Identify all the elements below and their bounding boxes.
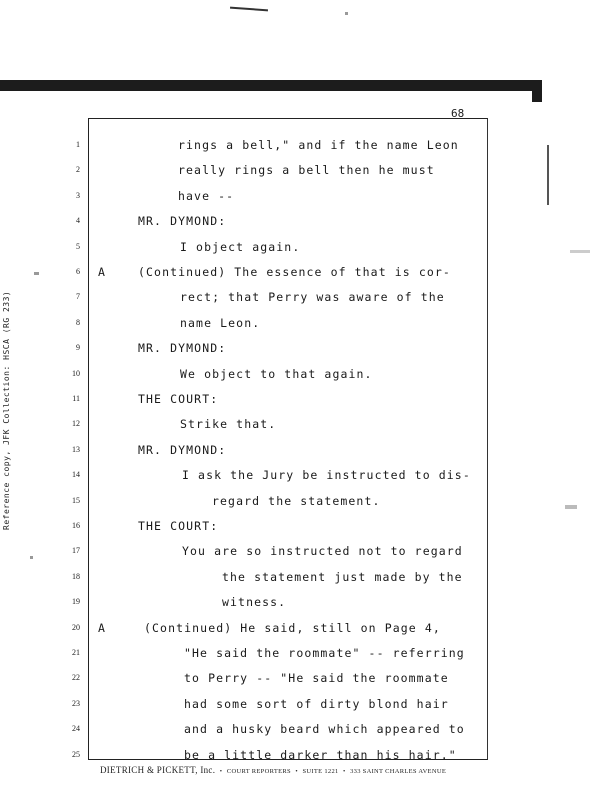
scan-edge-bar-end — [532, 80, 542, 102]
footer-suite: SUITE 1221 — [302, 768, 339, 775]
line-number: 14 — [72, 470, 80, 480]
line-number: 24 — [72, 724, 80, 734]
scan-speck — [34, 272, 39, 275]
transcript-line: "He said the roommate" -- referring — [184, 646, 465, 660]
line-number: 6 — [76, 267, 80, 276]
transcript-line: the statement just made by the — [222, 569, 463, 584]
transcript-line: Strike that. — [180, 417, 277, 432]
transcript-line: really rings a bell then he must — [178, 163, 435, 178]
answer-marker: A — [98, 265, 107, 279]
transcript-line: be a little darker than his hair." — [184, 747, 457, 762]
line-number: 13 — [72, 444, 80, 454]
line-number: 8 — [76, 317, 80, 327]
footer-separator: • — [217, 768, 225, 775]
line-number: 5 — [76, 241, 80, 251]
footer-separator: • — [293, 768, 300, 775]
line-number: 2 — [76, 165, 80, 175]
line-number: 25 — [72, 749, 80, 759]
scan-mark — [230, 7, 268, 12]
scan-speck — [30, 556, 33, 559]
line-number: 4 — [76, 216, 80, 226]
line-number: 21 — [72, 648, 80, 657]
line-number: 15 — [72, 495, 80, 505]
transcript-line: We object to that again. — [180, 366, 373, 381]
transcript-line: (Continued) The essence of that is cor- — [138, 265, 451, 279]
line-number: 16 — [72, 521, 80, 530]
answer-marker: A — [98, 620, 107, 635]
page-footer — [100, 765, 500, 775]
scan-edge-bar — [0, 80, 540, 91]
transcript-line: and a husky beard which appeared to — [184, 722, 465, 737]
footer-firm: DIETRICH & PICKETT, Inc. — [100, 765, 216, 775]
scan-speck — [345, 12, 348, 15]
transcript-line: I object again. — [180, 239, 301, 254]
transcript-line: I ask the Jury be instructed to dis- — [182, 468, 471, 483]
transcript-line: to Perry -- "He said the roommate — [184, 671, 449, 686]
transcript-line: (Continued) He said, still on Page 4, — [144, 620, 441, 635]
transcript-line: regard the statement. — [212, 493, 381, 508]
transcript-line: witness. — [222, 595, 287, 610]
transcript-line: You are so instructed not to regard — [182, 544, 463, 559]
line-number: 18 — [72, 571, 80, 581]
scan-margin-rule — [547, 145, 549, 205]
line-number: 22 — [72, 673, 80, 683]
line-number: 3 — [76, 190, 80, 200]
transcript-line: name Leon. — [180, 315, 261, 330]
footer-address: 333 SAINT CHARLES AVENUE — [350, 768, 447, 775]
line-number: 20 — [72, 622, 80, 632]
line-number: 1 — [76, 140, 80, 149]
line-number: 19 — [72, 597, 80, 607]
transcript-line: MR. DYMOND: — [138, 341, 227, 356]
transcript-line: MR. DYMOND: — [138, 442, 227, 457]
transcript-line: THE COURT: — [138, 392, 219, 406]
line-number: 12 — [72, 419, 80, 429]
line-number: 17 — [72, 546, 80, 556]
transcript-line: have -- — [178, 188, 235, 203]
line-number: 11 — [72, 394, 80, 403]
scan-speck — [570, 250, 590, 253]
line-number: 9 — [76, 343, 80, 353]
transcript-line: MR. DYMOND: — [138, 214, 227, 229]
transcript-line: rings a bell," and if the name Leon — [178, 138, 459, 152]
line-number: 10 — [72, 368, 80, 378]
page-number: 68 — [451, 107, 465, 120]
side-reference-text: Reference copy, JFK Collection: HSCA (RG 233) — [2, 290, 11, 530]
line-number: 7 — [76, 292, 80, 302]
transcript-line: had some sort of dirty blond hair — [184, 696, 449, 711]
transcript-line: THE COURT: — [138, 519, 219, 533]
footer-role: COURT REPORTERS — [226, 768, 291, 775]
transcript-line: rect; that Perry was aware of the — [180, 290, 445, 305]
scan-speck — [565, 505, 577, 509]
footer-separator: • — [341, 768, 348, 775]
line-number: 23 — [72, 698, 80, 708]
